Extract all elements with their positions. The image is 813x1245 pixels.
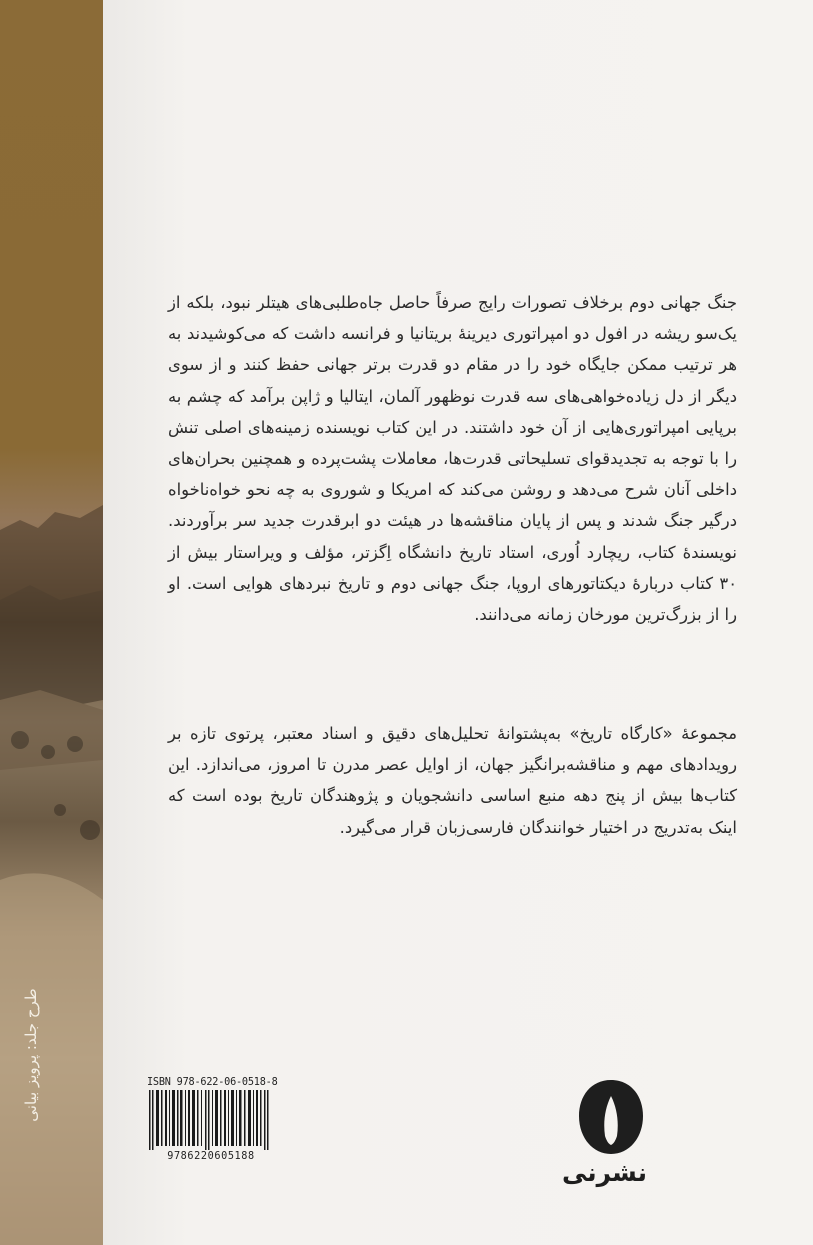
barcode-digits: 9786220605188 — [167, 1151, 255, 1162]
spine-photo — [0, 0, 103, 1245]
spine — [0, 0, 103, 1245]
isbn-barcode — [147, 1077, 278, 1163]
nashr-ney-leaf-logo-icon — [575, 1078, 647, 1156]
series-description: مجموعهٔ «کارگاه تاریخ» به‌پشتوانهٔ تحلیل‌های دقیق و اسناد معتبر، پرتوی تازه بر رویدادهای مهم و مناقشه‌برانگیز جهان، از اوایل عصر مدرن تا امروز، می‌اندازد. این کتاب‌ها بیش از پنج دهه منبع اساسی دانشجویان و پژوهندگان تاریخ بوده است که اینک به‌تدریج در اختیار خوانندگان فارسی‌زبان قرار می‌گیرد. — [168, 724, 737, 837]
book-description: جنگ جهانی دوم برخلاف تصورات رایج صرفاً حاصل جاه‌طلبی‌های هیتلر نبود، بلکه از یک‌سو ریشه در افول دو امپراتوری دیرینهٔ بریتانیا و فرانسه داشت که می‌کوشیدند به هر ترتیب ممکن جایگاه خود را در مقام دو قدرت برتر جهانی حفظ کنند و از سوی دیگر از دل زیاده‌خواهی‌های سه قدرت نوظهور آلمان، ایتالیا و ژاپن برآمد که چشم به برپایی امپراتوری‌هایی از آن خود داشتند. در این کتاب نویسنده زمینه‌های اصلی تنش را با توجه به تجدیدقوای تسلیحاتی قدرت‌ها، معاملات پشت‌پرده و همچنین بحران‌های داخلی آنان شرح می‌دهد و روشن می‌کند که امریکا و شوروی به چه نحو خواه‌ناخواه درگیر جنگ شدند و پس از پایان مناقشه‌ها در هیئت دو ابرقدرت جدید سر برآوردند. نویسندهٔ کتاب، ریچارد اُوری، استاد تاریخ دانشگاه اِگزتر، مؤلف و ویراستار بیش از ۳۰ کتاب دربارهٔ دیکتاتورهای اروپا، جنگ جهانی دوم و تاریخ نبردهای هوایی است. او را از بزرگ‌ترین مورخان زمانه می‌دانند. — [168, 293, 737, 625]
cover-design-credit: طرح جلد: پرویز بیانی — [22, 988, 40, 1122]
barcode-bars — [147, 1090, 275, 1150]
publisher-name: نشرنی — [561, 1158, 647, 1187]
publisher-logo — [561, 1078, 647, 1188]
isbn-label: ISBN 978-622-06-0518-8 — [147, 1077, 278, 1088]
